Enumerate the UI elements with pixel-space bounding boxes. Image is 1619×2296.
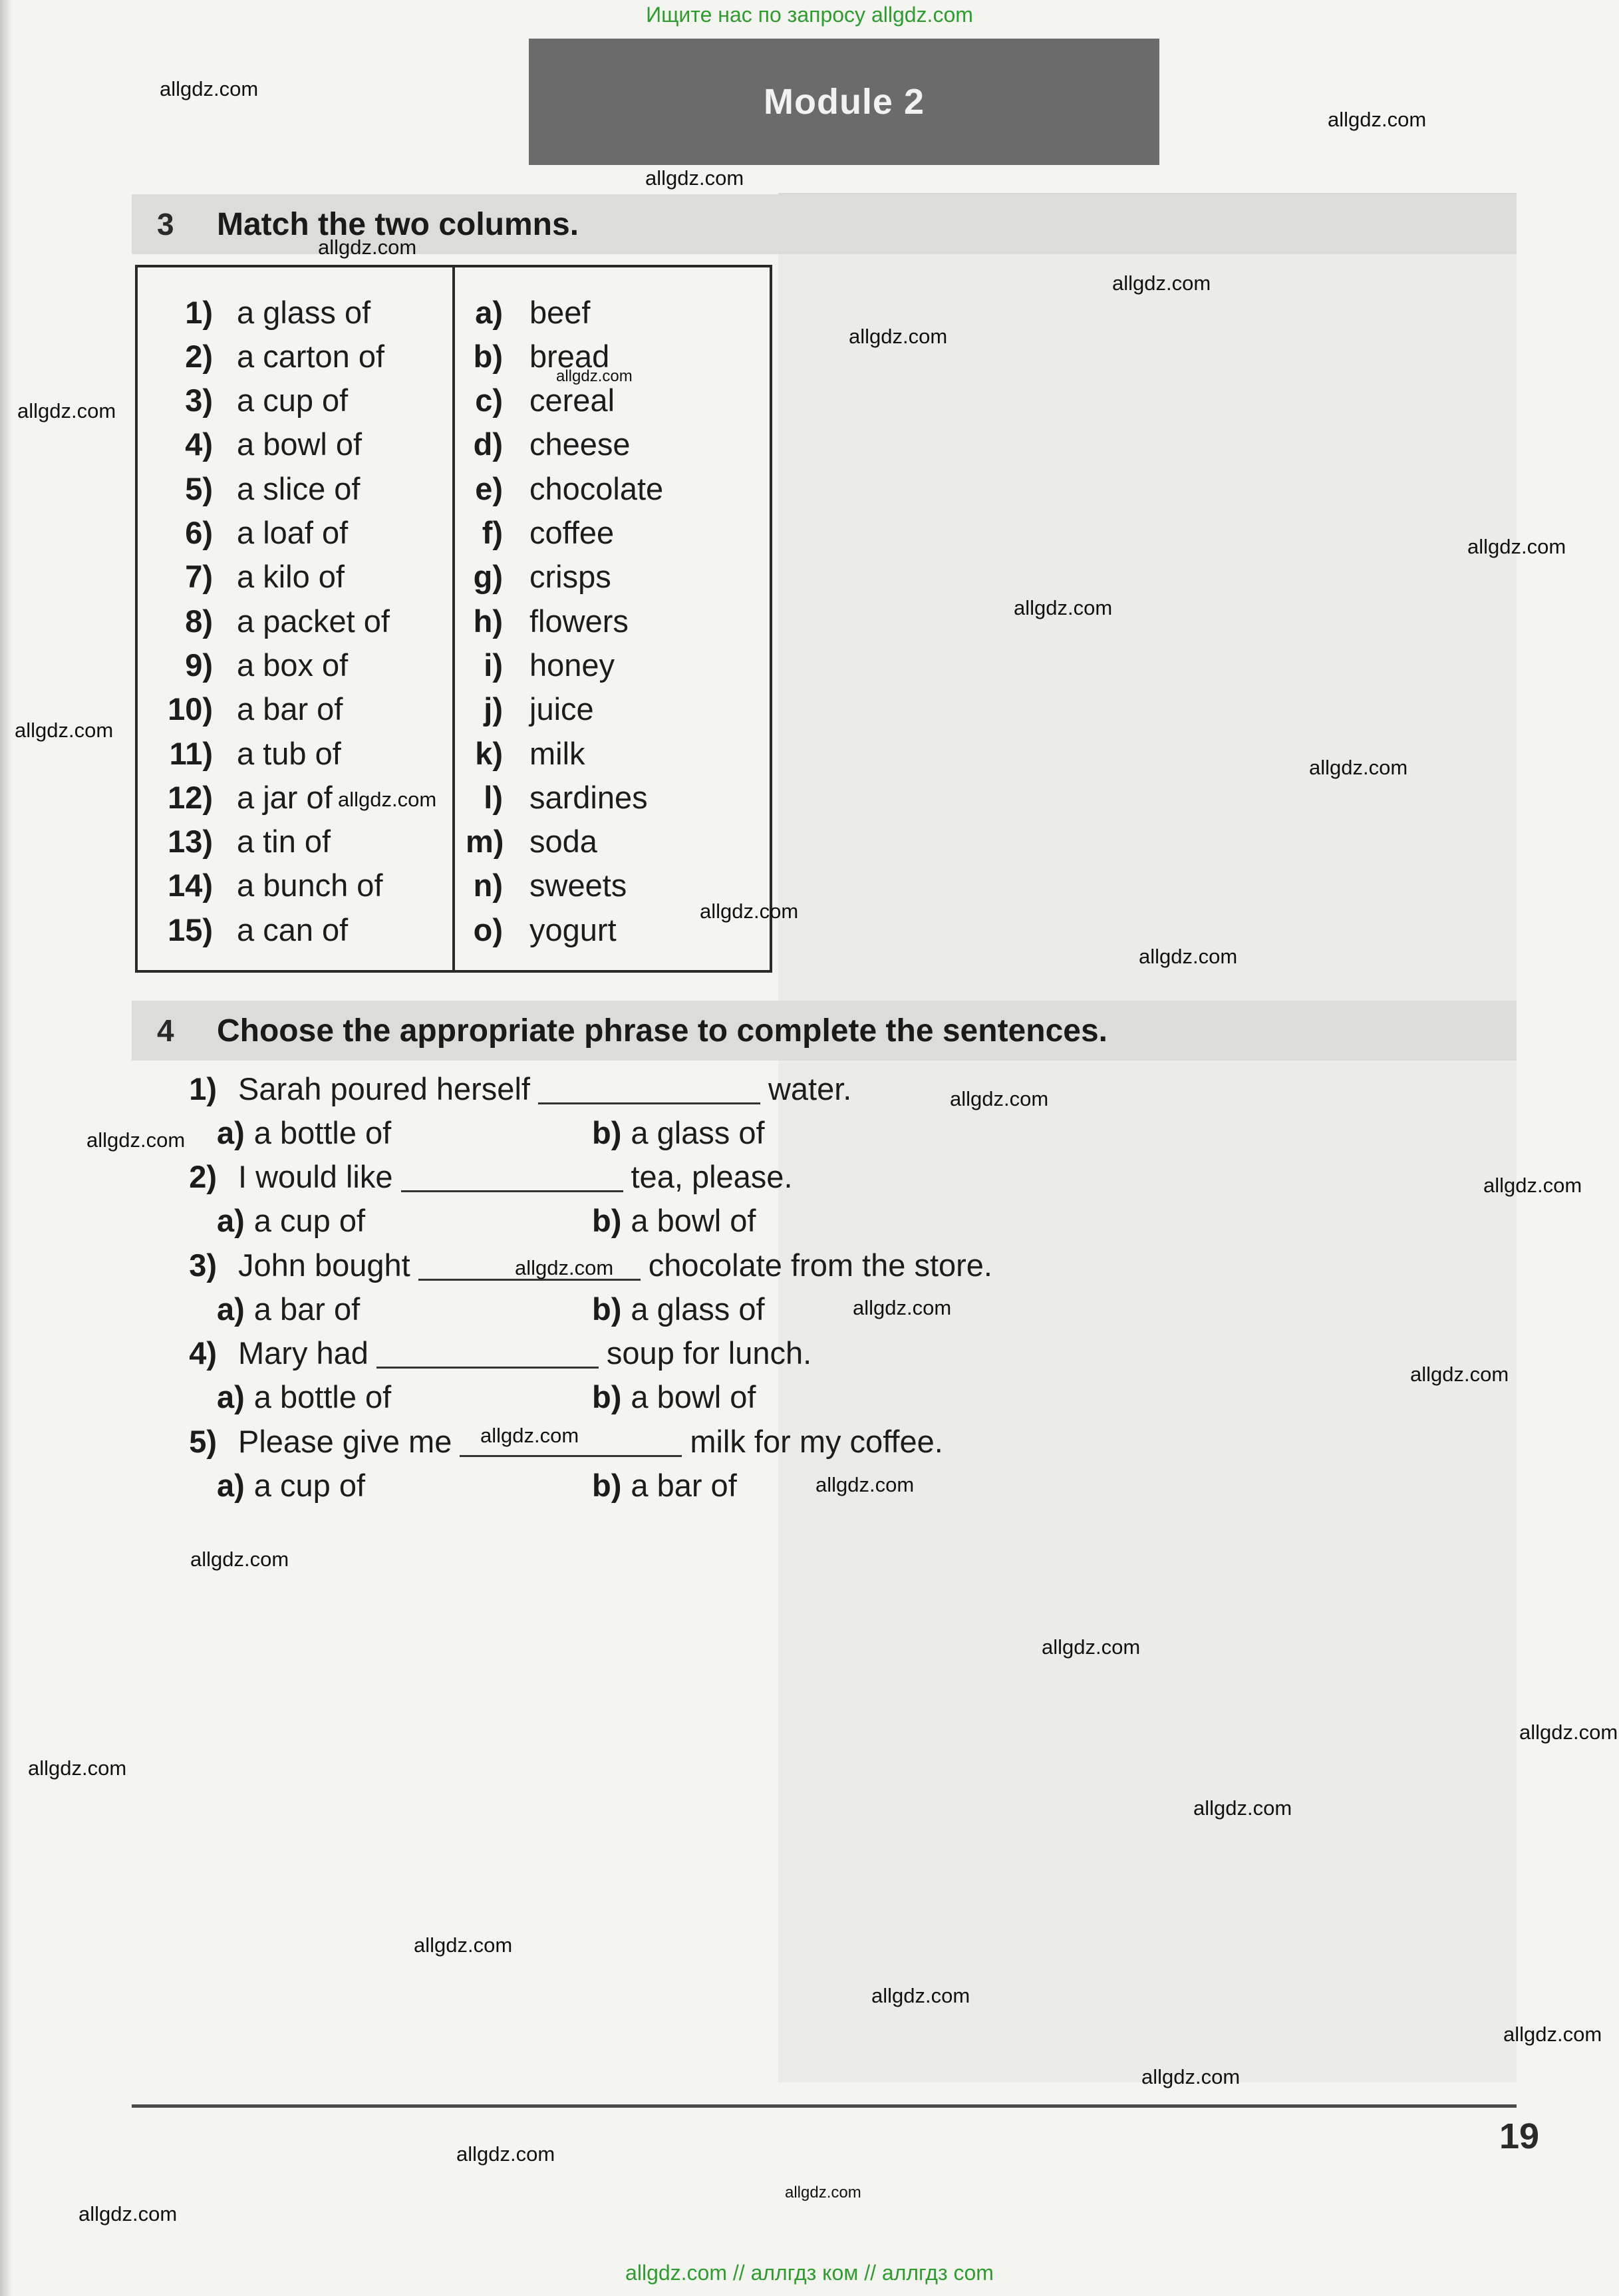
item-text: coffee — [529, 515, 615, 550]
item-letter: a) — [475, 294, 503, 330]
item-letter: g) — [473, 559, 503, 595]
match-right-item — [466, 731, 585, 775]
match-right-item — [466, 511, 614, 555]
item-text: flowers — [529, 603, 629, 639]
option-letter: a) — [217, 1114, 245, 1150]
watermark-text: allgdz.com — [700, 900, 799, 923]
watermark-text: allgdz.com — [1309, 756, 1408, 779]
item-text: honey — [529, 647, 615, 683]
option-a[interactable] — [217, 1287, 360, 1331]
match-left-item — [140, 511, 348, 555]
answer-blank[interactable] — [538, 1073, 760, 1104]
option-letter: a) — [217, 1203, 245, 1238]
match-left-item — [140, 422, 362, 466]
option-letter: a) — [217, 1467, 245, 1503]
sentence-text-after: soup for lunch. — [606, 1335, 812, 1371]
option-text: a bottle of — [253, 1114, 392, 1150]
option-letter: b) — [592, 1467, 622, 1503]
item-letter: e) — [475, 470, 503, 506]
sentence-text-after: tea, please. — [631, 1159, 793, 1194]
item-text: cheese — [529, 426, 631, 462]
option-a[interactable] — [217, 1463, 365, 1507]
match-left-item — [140, 379, 348, 422]
option-a[interactable] — [217, 1199, 365, 1243]
item-number: 2) — [185, 338, 213, 374]
item-text: a box of — [237, 647, 349, 683]
item-number: 12) — [168, 779, 213, 815]
watermark-text: allgdz.com — [28, 1756, 127, 1780]
footer-rule — [132, 2104, 1517, 2108]
item-number: 10) — [168, 691, 213, 727]
item-text: a bowl of — [237, 426, 363, 462]
watermark-text: allgdz.com — [871, 1984, 970, 2007]
sentence-item — [154, 1155, 793, 1199]
item-number: 11) — [169, 735, 213, 771]
option-letter: a) — [217, 1291, 245, 1327]
option-text: a cup of — [253, 1467, 366, 1503]
sentence-item — [154, 1331, 811, 1375]
watermark-text: allgdz.com — [414, 1933, 513, 1957]
item-text: a tub of — [237, 735, 341, 771]
option-a[interactable] — [217, 1375, 391, 1419]
page-number: 19 — [1499, 2116, 1540, 2156]
item-text: a bunch of — [237, 868, 383, 903]
match-left-item — [140, 643, 348, 687]
item-text: a carton of — [237, 338, 385, 374]
watermark-text: allgdz.com — [1410, 1363, 1509, 1386]
option-b[interactable] — [592, 1287, 765, 1331]
option-text: a glass of — [631, 1114, 765, 1150]
watermark-text: allgdz.com — [1141, 2065, 1241, 2088]
item-number: 8) — [185, 603, 213, 639]
item-letter: i) — [484, 647, 503, 683]
option-letter: a) — [217, 1379, 245, 1414]
item-letter: o) — [473, 911, 503, 947]
match-right-item — [466, 643, 615, 687]
exercise-4-number: 4 — [157, 1013, 174, 1048]
exercise-3-title: Match the two columns. — [217, 206, 579, 242]
option-letter: b) — [592, 1203, 622, 1238]
item-letter: m) — [466, 824, 504, 860]
match-right-item — [466, 775, 648, 819]
sentence-text-after: milk for my coffee. — [690, 1423, 943, 1459]
watermark-text: allgdz.com — [853, 1296, 952, 1319]
match-right-item — [466, 422, 631, 466]
item-letter: d) — [473, 426, 503, 462]
item-text: a glass of — [237, 294, 371, 330]
item-number: 7) — [185, 559, 213, 595]
match-left-item — [140, 775, 333, 819]
top-search-link[interactable]: Ищите нас по запросу allgdz.com — [646, 3, 973, 27]
option-letter: b) — [592, 1379, 622, 1414]
sentence-text-after: water. — [768, 1070, 852, 1106]
match-left-item — [140, 864, 383, 907]
item-letter: n) — [473, 868, 503, 903]
item-number: 1) — [185, 294, 213, 330]
sentence-text-before: Please give me — [238, 1423, 452, 1459]
option-b[interactable] — [592, 1199, 756, 1243]
watermark-text: allgdz.com — [190, 1548, 289, 1571]
option-text: a bar of — [253, 1291, 361, 1327]
option-text: a cup of — [253, 1203, 366, 1238]
sentence-number: 3) — [189, 1247, 217, 1283]
match-right-item — [466, 466, 663, 510]
option-text: a bar of — [631, 1467, 737, 1503]
option-a[interactable] — [217, 1110, 391, 1154]
item-text: cereal — [529, 383, 615, 418]
match-left-item — [140, 820, 331, 864]
item-number: 15) — [168, 911, 213, 947]
sentence-number: 1) — [189, 1070, 217, 1106]
watermark-text: allgdz.com — [318, 236, 417, 259]
item-text: a slice of — [237, 470, 361, 506]
item-number: 6) — [185, 515, 213, 550]
item-letter: b) — [473, 338, 503, 374]
module-title: Module 2 — [763, 82, 925, 122]
sentence-text-before: Sarah poured herself — [238, 1070, 530, 1106]
exercise-4-title: Choose the appropriate phrase to complete the sentences. — [217, 1013, 1107, 1049]
item-text: a kilo of — [237, 559, 345, 595]
match-left-item — [140, 290, 370, 334]
sentence-text-before: Mary had — [238, 1335, 368, 1371]
sentence-text-after: chocolate from the store. — [648, 1247, 992, 1283]
sentence-number: 2) — [189, 1159, 217, 1194]
match-right-item — [466, 820, 597, 864]
module-banner — [529, 39, 1159, 165]
watermark-text: allgdz.com — [160, 77, 259, 100]
watermark-text: allgdz.com — [1139, 945, 1238, 968]
answer-blank[interactable] — [401, 1161, 623, 1192]
bottom-site-links[interactable]: allgdz.com // аллгдз ком // аллгдз com — [625, 2261, 994, 2285]
option-b[interactable] — [592, 1110, 765, 1154]
match-right-item — [466, 599, 629, 643]
item-text: soda — [529, 824, 597, 860]
item-letter: f) — [482, 515, 503, 550]
item-text: juice — [529, 691, 594, 727]
sentence-number: 4) — [189, 1335, 217, 1371]
item-number: 3) — [185, 383, 213, 418]
watermark-text: allgdz.com — [556, 367, 633, 385]
watermark-text: allgdz.com — [78, 2202, 178, 2225]
watermark-text: allgdz.com — [1519, 1721, 1618, 1744]
item-text: a bar of — [237, 691, 343, 727]
watermark-text: allgdz.com — [1503, 2023, 1602, 2046]
option-text: a bottle of — [253, 1379, 392, 1414]
item-text: chocolate — [529, 470, 664, 506]
item-letter: h) — [473, 603, 503, 639]
item-text: a cup of — [237, 383, 349, 418]
watermark-text: allgdz.com — [515, 1256, 614, 1279]
match-left-item — [140, 687, 343, 731]
watermark-text: allgdz.com — [15, 719, 114, 742]
sentence-number: 5) — [189, 1423, 217, 1459]
watermark-text: allgdz.com — [480, 1424, 579, 1447]
item-letter: l) — [484, 779, 503, 815]
item-number: 5) — [185, 470, 213, 506]
sentence-text-before: John bought — [238, 1247, 410, 1283]
option-text: a bowl of — [631, 1203, 756, 1238]
sentence-item — [154, 1066, 851, 1110]
match-left-item — [140, 907, 348, 951]
match-left-item — [140, 334, 384, 378]
sentence-text-before: I would like — [238, 1159, 393, 1194]
match-right-item — [466, 687, 594, 731]
watermark-text: allgdz.com — [1467, 535, 1566, 558]
item-text: yogurt — [529, 911, 617, 947]
watermark-text: allgdz.com — [849, 325, 948, 348]
watermark-text: allgdz.com — [17, 399, 116, 422]
exercise-3-number: 3 — [157, 207, 174, 242]
watermark-text: allgdz.com — [1112, 271, 1211, 295]
item-number: 13) — [168, 824, 213, 860]
watermark-text: allgdz.com — [645, 166, 744, 190]
watermark-text: allgdz.com — [1328, 108, 1427, 131]
watermark-text: allgdz.com — [1042, 1635, 1141, 1659]
watermark-text: allgdz.com — [1483, 1174, 1582, 1197]
match-right-item — [466, 864, 627, 907]
option-text: a glass of — [631, 1291, 765, 1327]
item-text: beef — [529, 294, 591, 330]
option-letter: b) — [592, 1114, 622, 1150]
item-text: milk — [529, 735, 585, 771]
match-left-item — [140, 599, 390, 643]
option-text: a bowl of — [631, 1379, 756, 1414]
watermark-text: allgdz.com — [950, 1087, 1049, 1110]
item-number: 14) — [168, 868, 213, 903]
watermark-text: allgdz.com — [456, 2142, 555, 2166]
match-right-item — [466, 907, 617, 951]
match-left-item — [140, 466, 360, 510]
match-left-item — [140, 731, 341, 775]
exercise-4-header — [132, 1001, 1517, 1061]
match-table-divider — [452, 265, 455, 973]
item-number: 4) — [185, 426, 213, 462]
watermark-text: allgdz.com — [1014, 596, 1113, 619]
item-text: a packet of — [237, 603, 390, 639]
item-text: a loaf of — [237, 515, 349, 550]
item-text: a can of — [237, 911, 349, 947]
item-number: 9) — [185, 647, 213, 683]
watermark-text: allgdz.com — [785, 2184, 861, 2202]
item-text: bread — [529, 338, 610, 374]
faded-opposite-page — [778, 193, 1517, 2082]
match-right-item — [466, 555, 611, 599]
item-text: a tin of — [237, 824, 331, 860]
answer-blank[interactable] — [376, 1337, 599, 1369]
watermark-text: allgdz.com — [1193, 1796, 1292, 1820]
watermark-text: allgdz.com — [86, 1128, 186, 1152]
item-text: sweets — [529, 868, 627, 903]
watermark-text: allgdz.com — [338, 788, 437, 811]
match-right-item — [466, 290, 590, 334]
item-letter: j) — [484, 691, 503, 727]
watermark-text: allgdz.com — [815, 1473, 915, 1496]
option-b[interactable] — [592, 1375, 756, 1419]
option-letter: b) — [592, 1291, 622, 1327]
item-letter: k) — [475, 735, 503, 771]
item-text: a jar of — [237, 779, 333, 815]
option-b[interactable] — [592, 1463, 737, 1507]
item-text: sardines — [529, 779, 648, 815]
item-letter: c) — [475, 383, 503, 418]
page-edge-shadow — [0, 0, 12, 2296]
item-text: crisps — [529, 559, 611, 595]
match-left-item — [140, 555, 345, 599]
